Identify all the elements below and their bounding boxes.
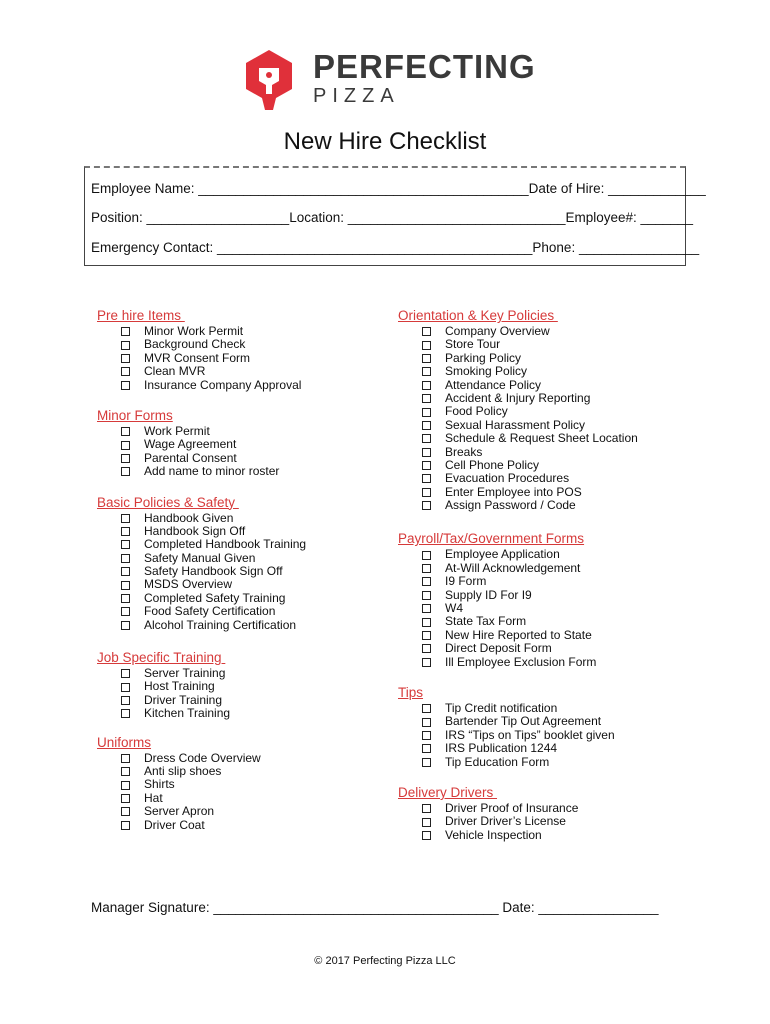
checkbox[interactable]	[121, 367, 130, 376]
checkbox[interactable]	[121, 781, 130, 790]
checklist-item	[422, 432, 698, 445]
checkbox[interactable]	[121, 669, 130, 678]
checklist-item	[422, 499, 698, 512]
checklist-item-label: Vehicle Inspection	[445, 827, 542, 842]
checkbox[interactable]	[121, 381, 130, 390]
checkbox[interactable]	[422, 488, 431, 497]
checklist-item	[422, 548, 698, 561]
checkbox[interactable]	[422, 758, 431, 767]
checkbox[interactable]	[121, 754, 130, 763]
checklist-item-label: Cell Phone Policy	[445, 457, 540, 472]
left-checklist-column	[97, 307, 377, 832]
checkbox[interactable]	[422, 618, 431, 627]
brand-name-line-1: PERFECTING	[313, 48, 536, 85]
checklist-item-label: Attendance Policy	[445, 377, 542, 392]
checkbox[interactable]	[121, 767, 130, 776]
section-heading: Delivery Drivers	[398, 784, 498, 800]
checklist-item-label: Host Training	[144, 679, 215, 694]
checkbox[interactable]	[121, 341, 130, 350]
checklist-item-label: I9 Form	[445, 574, 487, 589]
checklist	[398, 325, 698, 512]
checklist-item-label: Food Policy	[445, 404, 508, 419]
checklist-item	[121, 512, 377, 525]
checkbox[interactable]	[121, 514, 130, 523]
section-heading: Payroll/Tax/Government Forms	[398, 531, 585, 547]
checklist-item-label: Completed Handbook Training	[144, 537, 307, 552]
checklist-item-label: Food Safety Certification	[144, 604, 276, 619]
section-delivery-drivers	[398, 784, 698, 842]
checklist-item	[422, 405, 698, 418]
checklist-item	[422, 419, 698, 432]
section-tips	[398, 684, 698, 769]
checkbox[interactable]	[121, 821, 130, 830]
checklist-item-label: Dress Code Overview	[144, 750, 261, 765]
checklist-item-label: MVR Consent Form	[144, 350, 251, 365]
checkbox[interactable]	[422, 551, 431, 560]
signature-line	[91, 900, 659, 915]
checklist-item	[121, 525, 377, 538]
checklist-item	[422, 702, 698, 715]
checklist-item-label: Safety Handbook Sign Off	[144, 564, 283, 579]
location-field[interactable]: Location: _____________________________	[289, 210, 566, 225]
signature-date-field[interactable]: Date: ________________	[502, 900, 659, 915]
checklist-item	[422, 459, 698, 472]
checklist-item	[422, 379, 698, 392]
checklist-item	[121, 778, 377, 791]
checklist-item-label: Handbook Given	[144, 510, 234, 525]
checkbox[interactable]	[422, 564, 431, 573]
checklist-item	[422, 615, 698, 628]
emergency-contact-field[interactable]: Emergency Contact: __________________________________________	[91, 240, 533, 255]
checklist-item	[422, 802, 698, 815]
checklist-item-label: New Hire Reported to State	[445, 627, 592, 642]
checkbox[interactable]	[422, 434, 431, 443]
checklist-item	[121, 765, 377, 778]
checklist-item	[422, 589, 698, 602]
checklist-item	[422, 325, 698, 338]
checklist-item-label: Driver Training	[144, 692, 223, 707]
checklist-item	[422, 352, 698, 365]
checkbox[interactable]	[422, 718, 431, 727]
company-logo	[243, 48, 536, 114]
checklist-item-label: W4	[445, 601, 463, 616]
section-heading: Uniforms	[97, 734, 152, 750]
checklist-item-label: IRS “Tips on Tips” booklet given	[445, 727, 615, 742]
section-heading: Orientation & Key Policies	[398, 308, 558, 323]
checklist-item-label: Enter Employee into POS	[445, 484, 582, 499]
checklist-item-label: State Tax Form	[445, 614, 527, 629]
checklist-item	[121, 667, 377, 680]
checklist-item-label: Ill Employee Exclusion Form	[445, 654, 597, 669]
checklist-item	[121, 538, 377, 551]
checkbox[interactable]	[121, 327, 130, 336]
checklist-item	[422, 392, 698, 405]
checklist-item-label: Tip Credit notification	[445, 700, 558, 715]
checklist-item	[121, 425, 377, 438]
checkbox[interactable]	[121, 454, 130, 463]
checkbox[interactable]	[121, 594, 130, 603]
checklist-item	[121, 365, 377, 378]
checklist-item	[422, 629, 698, 642]
checklist-item-label: Schedule & Request Sheet Location	[445, 431, 638, 446]
checkbox[interactable]	[121, 427, 130, 436]
section-payroll-tax-government-forms	[398, 530, 698, 669]
copyright-footer: © 2017 Perfecting Pizza LLC	[314, 955, 456, 967]
checklist-item-label: Driver Proof of Insurance	[445, 800, 579, 815]
employee-name-field[interactable]: Employee Name: ____________________________________________	[91, 181, 529, 196]
phone-field[interactable]: Phone: ________________	[532, 240, 700, 255]
checklist-item-label: Parental Consent	[144, 450, 237, 465]
checklist	[398, 702, 698, 769]
checklist-item	[422, 575, 698, 588]
checklist-item-label: Shirts	[144, 777, 175, 792]
info-row-position	[91, 210, 694, 225]
checklist-item	[121, 805, 377, 818]
checklist-item	[121, 694, 377, 707]
checkbox[interactable]	[121, 527, 130, 536]
checkbox[interactable]	[422, 577, 431, 586]
checkbox[interactable]	[422, 381, 431, 390]
checkbox[interactable]	[121, 696, 130, 705]
checkbox[interactable]	[422, 341, 431, 350]
checkbox[interactable]	[121, 621, 130, 630]
checkbox[interactable]	[121, 567, 130, 576]
section-orientation-key-policies	[398, 307, 698, 512]
checkbox[interactable]	[121, 554, 130, 563]
checklist-item-label: Direct Deposit Form	[445, 641, 552, 656]
checklist-item	[121, 338, 377, 351]
checklist-item-label: Tip Education Form	[445, 754, 550, 769]
checklist-item	[422, 486, 698, 499]
date-of-hire-field[interactable]: Date of Hire: _____________	[528, 181, 706, 196]
checklist-item	[422, 729, 698, 742]
checklist-item-label: Assign Password / Code	[445, 498, 576, 513]
employee-number-field[interactable]: Employee#: _______	[565, 210, 694, 225]
checklist-item-label: Accident & Injury Reporting	[445, 390, 591, 405]
checkbox[interactable]	[422, 474, 431, 483]
checklist-item	[121, 552, 377, 565]
checklist-item	[121, 680, 377, 693]
checklist-item	[121, 752, 377, 765]
checklist-item	[121, 465, 377, 478]
section-job-specific-training	[97, 649, 377, 721]
checkbox[interactable]	[121, 607, 130, 616]
checkbox[interactable]	[422, 448, 431, 457]
section-heading: Minor Forms	[97, 407, 173, 423]
checklist	[97, 667, 377, 721]
checklist	[398, 548, 698, 669]
checklist-item-label: Insurance Company Approval	[144, 377, 302, 392]
section-heading: Basic Policies & Safety	[97, 494, 239, 510]
checklist-item	[121, 438, 377, 451]
checklist-item-label: Completed Safety Training	[144, 590, 286, 605]
checklist-item	[422, 656, 698, 669]
checkbox[interactable]	[422, 367, 431, 376]
checkbox[interactable]	[422, 327, 431, 336]
checklist-item	[121, 325, 377, 338]
checkbox[interactable]	[422, 731, 431, 740]
checklist-item	[121, 619, 377, 632]
checklist-item	[422, 742, 698, 755]
checkbox[interactable]	[422, 831, 431, 840]
checklist-item	[121, 707, 377, 720]
checklist-item-label: Smoking Policy	[445, 364, 528, 379]
checklist-item	[121, 592, 377, 605]
checklist-item-label: Supply ID For I9	[445, 587, 532, 602]
checklist-item-label: Sexual Harassment Policy	[445, 417, 586, 432]
checklist-item	[422, 715, 698, 728]
checklist-item-label: Add name to minor roster	[144, 464, 280, 479]
checklist-item-label: Handbook Sign Off	[144, 523, 246, 538]
checklist-item-label: Work Permit	[144, 423, 210, 438]
checklist	[97, 752, 377, 832]
checklist-item	[121, 352, 377, 365]
section-minor-forms	[97, 407, 377, 479]
checklist-item-label: Alcohol Training Certification	[144, 617, 297, 632]
checkbox[interactable]	[422, 501, 431, 510]
checklist	[97, 512, 377, 633]
checkbox[interactable]	[121, 540, 130, 549]
checklist-item-label: Store Tour	[445, 337, 501, 352]
checklist-item-label: Hat	[144, 790, 163, 805]
checklist-item-label: Anti slip shoes	[144, 763, 222, 778]
checklist-item	[121, 578, 377, 591]
checkbox[interactable]	[121, 581, 130, 590]
info-row-emergency	[91, 240, 700, 255]
checklist-item	[422, 472, 698, 485]
checklist-item	[422, 562, 698, 575]
section-basic-policies-safety	[97, 494, 377, 633]
checklist-item	[121, 792, 377, 805]
checklist	[97, 325, 377, 392]
checklist-item-label: Server Training	[144, 666, 226, 681]
section-pre-hire-items	[97, 307, 377, 392]
checklist	[97, 425, 377, 479]
checklist-item-label: Clean MVR	[144, 364, 206, 379]
checkbox[interactable]	[422, 744, 431, 753]
checkbox[interactable]	[422, 704, 431, 713]
page-title: New Hire Checklist	[283, 128, 487, 155]
checklist-item-label: Breaks	[445, 444, 483, 459]
checkbox[interactable]	[422, 408, 431, 417]
checkbox[interactable]	[121, 467, 130, 476]
checklist-item-label: Kitchen Training	[144, 706, 231, 721]
checklist-item	[121, 565, 377, 578]
section-heading: Tips	[398, 684, 424, 700]
checklist-item-label: Bartender Tip Out Agreement	[445, 714, 602, 729]
checkbox[interactable]	[422, 604, 431, 613]
checklist-item	[121, 605, 377, 618]
checklist-item	[422, 602, 698, 615]
checklist-item	[422, 642, 698, 655]
checklist-item-label: MSDS Overview	[144, 577, 233, 592]
checklist-item-label: Safety Manual Given	[144, 550, 256, 565]
checklist-item	[121, 379, 377, 392]
checklist-item-label: Driver Coat	[144, 817, 205, 832]
brand-name-line-2: PIZZA	[313, 85, 400, 107]
checklist-item	[422, 815, 698, 828]
checklist-item-label: Wage Agreement	[144, 437, 237, 452]
checkbox[interactable]	[121, 807, 130, 816]
section-heading: Job Specific Training	[97, 650, 226, 666]
checklist-item	[121, 452, 377, 465]
checkbox[interactable]	[422, 461, 431, 470]
employee-info-box	[84, 166, 706, 266]
checkbox[interactable]	[422, 804, 431, 813]
position-field[interactable]: Position: ___________________	[91, 210, 290, 225]
checkbox[interactable]	[422, 658, 431, 667]
checkbox[interactable]	[121, 709, 130, 718]
checklist-item-label: Employee Application	[445, 547, 560, 562]
checklist-item	[121, 819, 377, 832]
checklist-item-label: Minor Work Permit	[144, 324, 244, 338]
checkbox[interactable]	[422, 394, 431, 403]
checklist-item-label: Parking Policy	[445, 350, 522, 365]
checklist-item-label: At-Will Acknowledgement	[445, 560, 581, 575]
checkbox[interactable]	[422, 354, 431, 363]
checkbox[interactable]	[121, 794, 130, 803]
checklist-item-label: IRS Publication 1244	[445, 741, 558, 756]
checkbox[interactable]	[422, 591, 431, 600]
checklist-item	[422, 829, 698, 842]
checklist-item-label: Background Check	[144, 337, 246, 352]
checklist-item	[422, 446, 698, 459]
right-checklist-column	[398, 307, 698, 842]
checklist-item-label: Company Overview	[445, 324, 550, 338]
checkbox[interactable]	[121, 354, 130, 363]
section-uniforms	[97, 734, 377, 832]
checklist-item-label: Server Apron	[144, 804, 215, 819]
checklist-item	[422, 365, 698, 378]
checklist-item	[422, 338, 698, 351]
checkbox[interactable]	[121, 441, 130, 450]
info-row-name	[91, 181, 706, 196]
manager-signature-field[interactable]: Manager Signature: ______________________________________	[91, 900, 499, 915]
checklist-item	[422, 756, 698, 769]
pizza-pin-logo-icon	[243, 48, 295, 112]
checklist-item-label: Evacuation Procedures	[445, 471, 570, 486]
checkbox[interactable]	[422, 644, 431, 653]
checkbox[interactable]	[121, 683, 130, 692]
checkbox[interactable]	[422, 631, 431, 640]
checklist	[398, 802, 698, 842]
section-heading: Pre hire Items	[97, 308, 185, 323]
checklist-item-label: Driver Driver’s License	[445, 814, 566, 829]
checkbox[interactable]	[422, 818, 431, 827]
checkbox[interactable]	[422, 421, 431, 430]
